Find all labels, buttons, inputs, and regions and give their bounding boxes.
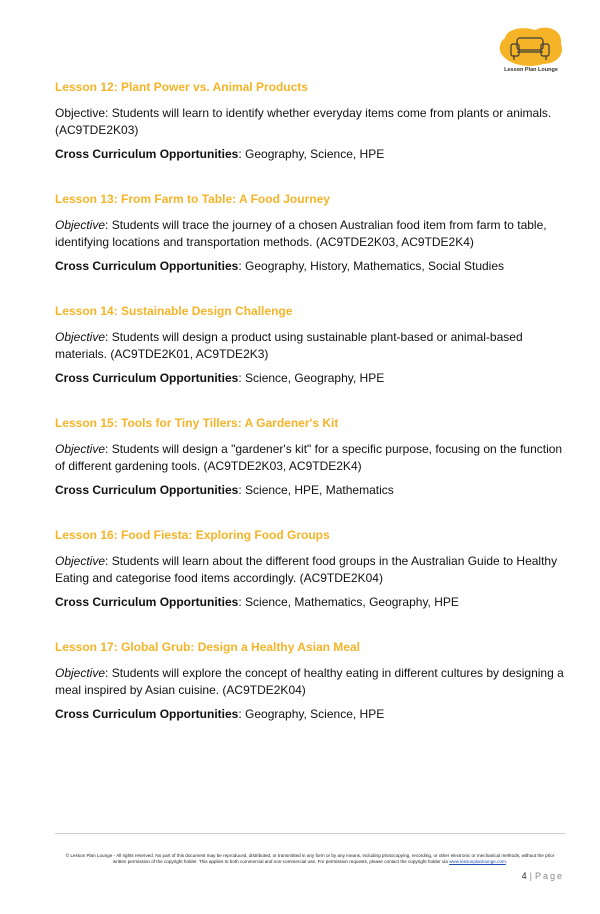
cross-curriculum-text: : Geography, History, Mathematics, Social Studies — [238, 259, 505, 273]
lesson-title: Lesson 14: Sustainable Design Challenge — [55, 304, 293, 318]
lesson-list — [55, 80, 567, 752]
cross-curriculum-label: Cross Curriculum Opportunities — [55, 371, 239, 385]
copyright-text: © Lesson Plan Lounge - All rights reserved. No part of this document may be reproduced, distributed, or transmitted in any form or by any means, including photocopying, recording, or other electronic or mechanical methods, without the prior written permission of the copyright holder. This applies to both commercial and non-commercial use. For permission requests, please contact the copyright holder via — [65, 853, 555, 864]
objective-label: Objective — [55, 330, 106, 344]
objective-text: : Students will design a "gardener's kit" for a specific purpose, focusing on the function of different gardening tools. (AC9TDE2K03, AC9TDE2K4) — [55, 442, 563, 473]
page-separator: | — [529, 871, 532, 881]
cross-curriculum-label: Cross Curriculum Opportunities — [55, 259, 239, 273]
cross-curriculum — [55, 594, 567, 610]
objective-text: : Students will learn about the different food groups in the Australian Guide to Healthy Eating and categorise food items accordingly. (AC9TDE2K04) — [55, 554, 558, 585]
cross-curriculum — [55, 258, 567, 274]
lesson-block — [55, 80, 567, 162]
cross-curriculum-label: Cross Curriculum Opportunities — [55, 483, 239, 497]
cross-curriculum — [55, 370, 567, 386]
logo-caption: Lesson Plan Lounge — [504, 67, 558, 73]
cross-curriculum-text: : Science, HPE, Mathematics — [238, 483, 394, 497]
cross-curriculum — [55, 146, 567, 162]
lesson-title: Lesson 17: Global Grub: Design a Healthy Asian Meal — [55, 640, 360, 654]
website-link[interactable]: www.lessonplanlounge.com — [449, 858, 506, 864]
objective-text: : Students will trace the journey of a chosen Australian food item from farm to table, identifying locations and transportation methods. (AC9TDE2K03, AC9TDE2K4) — [55, 218, 547, 249]
objective-label: Objective — [55, 442, 106, 456]
lesson-block — [55, 192, 567, 274]
page-number-value: 4 — [521, 871, 527, 881]
lesson-title: Lesson 13: From Farm to Table: A Food Journey — [55, 192, 330, 206]
lesson-title: Lesson 12: Plant Power vs. Animal Products — [55, 80, 308, 94]
objective-text: : Students will design a product using sustainable plant-based or animal-based materials. (AC9TDE2K01, AC9TDE2K3) — [55, 330, 523, 361]
cross-curriculum-label: Cross Curriculum Opportunities — [55, 595, 239, 609]
cross-curriculum — [55, 706, 567, 722]
cross-curriculum-label: Cross Curriculum Opportunities — [55, 707, 239, 721]
lesson-block — [55, 304, 567, 386]
footer-copyright — [60, 853, 560, 865]
page-word: Page — [534, 871, 564, 881]
link-suffix: . — [505, 858, 508, 864]
cross-curriculum-text: : Science, Mathematics, Geography, HPE — [238, 595, 459, 609]
lesson-objective — [55, 105, 567, 138]
objective-text: : Students will learn to identify whether everyday items come from plants or animals. (AC9TDE2K03) — [55, 106, 552, 137]
lesson-objective — [55, 329, 567, 362]
cross-curriculum-text: : Geography, Science, HPE — [238, 707, 385, 721]
objective-label: Objective — [55, 554, 106, 568]
lesson-block — [55, 416, 567, 498]
cross-curriculum-text: : Geography, Science, HPE — [238, 147, 385, 161]
lesson-title: Lesson 16: Food Fiesta: Exploring Food Groups — [55, 528, 330, 542]
footer-divider — [55, 833, 565, 834]
lesson-block — [55, 640, 567, 722]
lesson-objective — [55, 665, 567, 698]
objective-label: Objective — [55, 106, 106, 120]
objective-text: : Students will explore the concept of healthy eating in different cultures by designing a meal inspired by Asian cuisine. (AC9TDE2K04) — [55, 666, 564, 697]
objective-label: Objective — [55, 666, 106, 680]
lesson-objective — [55, 441, 567, 474]
lesson-objective — [55, 217, 567, 250]
objective-label: Objective — [55, 218, 106, 232]
lesson-block — [55, 528, 567, 610]
logo-orange-blob — [500, 28, 562, 66]
lesson-objective — [55, 553, 567, 586]
lesson-plan-lounge-logo — [495, 24, 567, 82]
cross-curriculum-text: : Science, Geography, HPE — [238, 371, 385, 385]
page-number — [522, 871, 564, 881]
lesson-title: Lesson 15: Tools for Tiny Tillers: A Gardener's Kit — [55, 416, 339, 430]
cross-curriculum — [55, 482, 567, 498]
cross-curriculum-label: Cross Curriculum Opportunities — [55, 147, 239, 161]
